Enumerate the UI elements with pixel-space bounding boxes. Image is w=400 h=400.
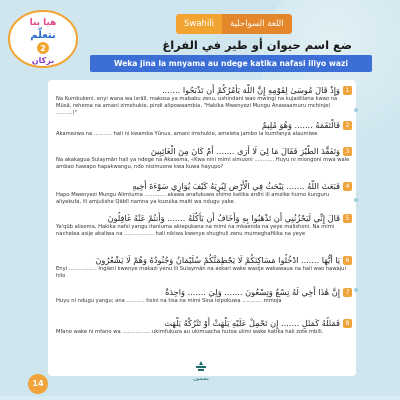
bottom-stripe (0, 396, 400, 400)
arabic-text: وَتَفَقَّدَ الطَّيْرَ فَقَالَ مَا لِيَ لَا أَرَى ....... أَمْ كَانَ مِنَ الْغَائِبِينَ (150, 146, 340, 156)
arabic-text: فَمَثَلُهُ كَمَثَلِ ....... إِن تَحْمِلْ عَلَيْهِ يَلْهَثْ أَوْ تَتْرُكْهُ يَلْهَث (164, 318, 340, 328)
page-title-swahili: Weka jina la mnyama au ndege katika nafasi iliyo wazi (90, 55, 372, 72)
question-arabic (56, 212, 352, 224)
question-swahili: Mfano wake ni mfano wa ................. ukimfukuza au ukimuacha hutoa ulimi wake katika hali zote mbili. (56, 329, 324, 335)
logo-text-top: هيا بنا (29, 18, 57, 28)
question-arabic (56, 119, 352, 131)
page-number-badge: 14 (28, 374, 48, 394)
question-number-badge: 5 (343, 214, 352, 223)
question-5 (56, 212, 352, 238)
question-number-badge: 4 (343, 182, 352, 191)
question-number-badge: 1 (343, 86, 352, 95)
arabic-text: فَالْتَقَمَهُ ....... وَهُوَ مُلِيمٌ (261, 120, 340, 130)
publisher-logo-icon (193, 360, 209, 374)
arabic-text: يَا أَيُّهَا ....... ادْخُلُوا مَسَاكِنَكُمْ لَا يَحْطِمَنَّكُمْ سُلَيْمَانُ وَجُنُودُهُ وَهُمْ لَا يَشْعُرُونَ (95, 255, 340, 265)
question-8 (56, 317, 352, 336)
question-arabic (56, 317, 352, 329)
question-arabic (56, 145, 352, 157)
question-1 (56, 84, 352, 118)
question-4 (56, 180, 352, 206)
question-arabic (56, 180, 352, 192)
arabic-text: وَإِذْ قَالَ مُوسَىٰ لِقَوْمِهِ إِنَّ اللَّهَ يَأْمُرُكُمْ أَن تَذْبَحُوا ....... (162, 85, 340, 95)
question-2 (56, 119, 352, 138)
question-7 (56, 286, 352, 305)
question-number-badge: 6 (343, 256, 352, 265)
question-arabic (56, 84, 352, 96)
tab-arabic: اللغة السواحلية (222, 14, 292, 34)
question-3 (56, 145, 352, 171)
book-logo (6, 8, 80, 70)
question-number-badge: 3 (343, 147, 352, 156)
publisher-name: مقيمون (193, 376, 209, 382)
tab-swahili: Swahili (176, 14, 222, 34)
question-swahili: Akamezwa na ........... hali ni kwamba Yūnus, amani imshukie, ameleta jambo la kumfanya alaumiwe (56, 131, 318, 137)
arabic-text: قَالَ إِنِّي لَيَحْزُنُنِي أَن تَذْهَبُوا بِهِ وَأَخَافُ أَن يَأْكُلَهُ ....... وَأَنتُمْ عَنْهُ غَافِلُونَ (107, 213, 340, 223)
question-arabic (56, 286, 352, 298)
side-decoration (350, 80, 362, 376)
question-arabic (56, 254, 352, 266)
question-number-badge: 8 (343, 319, 352, 328)
logo-text-mid: نتعلّم (30, 30, 56, 41)
logo-text-bottom: بركان (31, 56, 55, 65)
question-swahili: Na akakagua Sulaymān hali ya ndege na Akasema, «Kwa nini mimi simuoni ............ Huyu ni miongoni mwa wale ambao hawapo hapakwangu, ndo nisimuone kwa kuwa hayupo? (56, 157, 350, 171)
logo-number: 2 (40, 44, 46, 53)
question-swahili: Hapo Mwenyezi Mungu Alimtuma ............. akawa anafukuwa shimo katika ardhi ili amzike humo kunguru aliyekufa, ili amjulishe Qābīl namna ya kuzuika maiti wa ndugu yake. (56, 192, 330, 206)
question-6 (56, 254, 352, 280)
question-number-badge: 7 (343, 288, 352, 297)
arabic-text: إِنَّ هَٰذَا أَخِي لَهُ تِسْعٌ وَتِسْعُونَ ....... وَلِيَ ....... وَاحِدَةٌ (165, 287, 340, 297)
arabic-text: فَبَعَثَ اللَّهُ ....... يَبْحَثُ فِي الْأَرْضِ لِيُرِيَهُ كَيْفَ يُوَارِي سَوْءَةَ أَخِيهِ (132, 181, 340, 191)
question-swahili: Ya'qūb alisema, Hakika nafsi yangu itaniuma akiepukana na mimi na mkaenda na yeye malishoni. Na mimi nachelea asije akaliwa na .................. hali nikiwa kwenye shughuli zenu mumeghafilika na yeye (56, 224, 335, 238)
page-title-arabic: ضع اسم حيوان أو طير في الفراغ (162, 38, 352, 52)
question-swahili: Na Kumbukeni, enyi wana wa Isrāīl, makosa ya mababu zenu, ushindani wao mwingi na kujadiliana kwao na Mūsā, rehema na amani zimshukie, pindi alipowaambia, "Hakika Mwenyezi Mungu Anawaamuru mchinje( ..........)" (56, 96, 338, 117)
question-number-badge: 2 (343, 121, 352, 130)
language-tabs (176, 14, 292, 34)
question-swahili: Enyi ................. Ingieni kwenye makazi yenu ili Sulaymān na askari wake wasije wakawaua na hali wao hawajui hilo (56, 266, 346, 280)
question-swahili: Huyu ni ndugu yangu; ana ........... tisini na tisa na mimi Sina isipokuwa ............ mmoja (56, 298, 282, 304)
